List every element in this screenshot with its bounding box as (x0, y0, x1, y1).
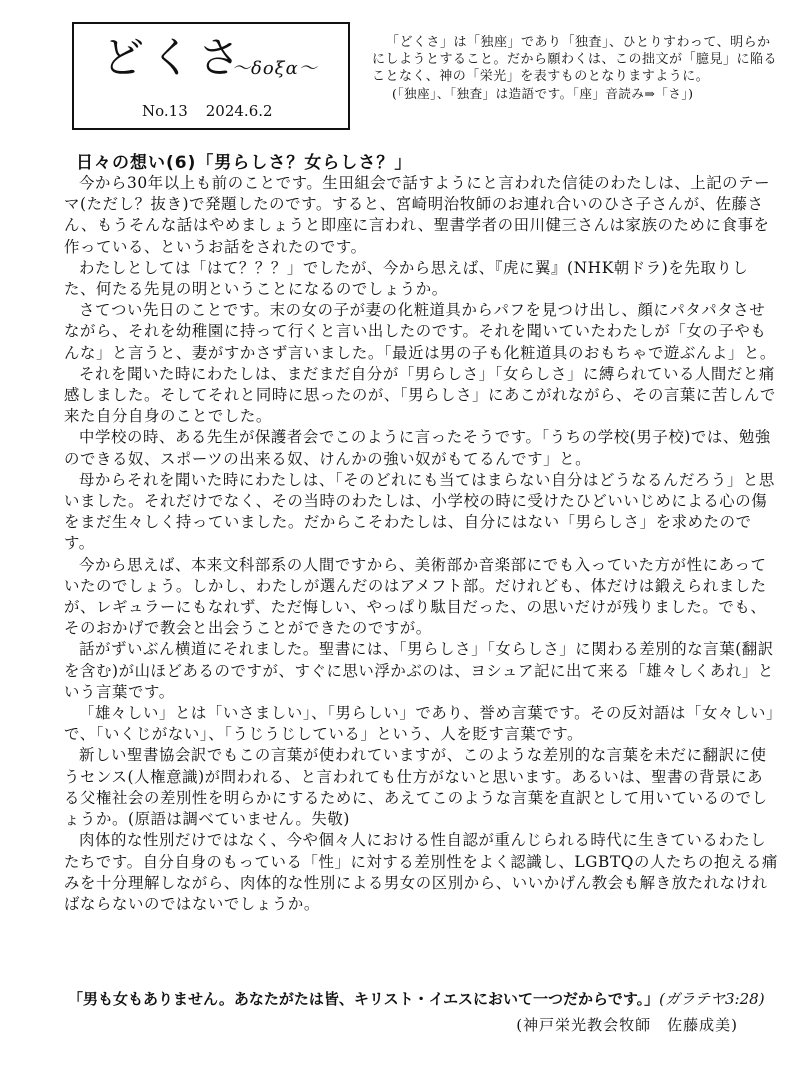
article-paragraph: さてつい先日のことです。末の女の子が妻の化粧道具からパフを見つけ出し、顔にパタパタさせながら、それを幼稚園に持って行くと言い出したのです。それを聞いていたわたしが「女の子やもんな」と言うと、妻がすかさず言いました。「最近は男の子も化粧道具のおもちゃで遊ぶんよ」と。 (64, 301, 776, 362)
issue-number: No.13 (142, 102, 188, 120)
bible-quote (68, 988, 765, 1009)
article-body (64, 173, 778, 915)
newsletter-title: どくさ (102, 33, 247, 82)
article-paragraph: わたしとしては「はて？？？」でしたが、今から思えば、『虎に翼』(NHK朝ドラ)を先取りした、何たる先見の明ということになるのでしょうか。 (64, 258, 749, 299)
quote-text: 「男も女もありません。あなたがたは皆、キリスト・イエスにおいて一つだからです。」 (68, 990, 660, 1008)
article-paragraph: それを聞いた時にわたしは、まだまだ自分が「男らしさ」「女らしさ」に縛られている人間だと痛感しました。そしてそれと同時に思ったのが、「男らしさ」にあこがれながら、その言葉に苦しんで来た自分自身のことでした。 (64, 364, 776, 426)
article-paragraph: 肉体的な性別だけではなく、今や個々人における性自認が重んじられる時代に生きているわたしたちです。自分自身のもっている「性」に対する差別性をよく認識し、LGBTQの人たちの抱える痛みを十分理解しながら、肉体的な性別による男女の区別から、いいかげん教会も解き放たれなければならないのではないでしょうか。 (64, 831, 778, 913)
article-paragraph: 「雄々しい」とは「いさましい」、「男らしい」であり、誉め言葉です。その反対語は「女々しい」で、「いくじがない」、「うじうじしている」という、人を貶す言葉です。 (64, 704, 775, 744)
article-paragraph: 新しい聖書協会訳でもこの言葉が使われていますが、このような差別的な言葉を未だに翻訳に使うセンス(人権意識)が問われる、と言われても仕方がないと思います。あるいは、聖書の背景にある父権社会の差別性を明らかにするために、あえてこのような言葉を直訳として用いているのでしょうか。(原語は調べていません。失敬) (64, 746, 768, 829)
intro-note: (「独座」、「独査」は造語です。「座」音読み⇒「さ」) (392, 86, 694, 101)
article-paragraph: 中学校の時、ある先生が保護者会でこのように言ったそうです。「うちの学校(男子校)では、勉強のできる奴、スポーツの出来る奴、けんかの強い奴がもてるんです」と。 (64, 428, 771, 468)
masthead-box (72, 22, 350, 130)
article-paragraph: 今から思えば、本来文科部系の人間ですから、美術部か音楽部にでも入っていた方が性にあっていたのでしょう。しかし、わたしが選んだのはアメフト部。だけれども、体だけは鍛えられましたが、レギュラーにもなれず、ただ悔しい、やっぱり駄目だった、の思いだけが残りました。でも、そのおかげで教会と出会うことができたのですが。 (64, 555, 767, 638)
quote-reference: (ガラテヤ3:28) (659, 990, 765, 1008)
issue-info (142, 102, 273, 120)
author-signature: (神戸栄光教会牧師 佐藤成美) (516, 1016, 738, 1034)
intro-paragraph: 「どくさ」は「独座」であり「独査」、ひとりすわって、明らかにしようとすること。だから願わくは、この拙文が「臆見」に陥ることなく、神の「栄光」を表すものとなりますように。 (372, 35, 778, 84)
newsletter-subtitle: 〜δοξα〜 (232, 58, 318, 79)
article-paragraph: 母からそれを聞いた時にわたしは、「そのどれにも当てはまらない自分はどうなるんだろう」と思いました。それだけでなく、その当時のわたしは、小学校の時に受けたひどいいじめによる心の傷をまだ生々しく持っていました。だからこそわたしは、自分にはない「男らしさ」を求めたのです。 (64, 470, 775, 553)
article-paragraph: 今から30年以上も前のことです。生田組会で話すようにと言われた信徒のわたしは、上記のテーマ(ただし？抜き)で発題したのです。すると、宮崎明治牧師のお連れ合いのひさ子さんが、佐藤さん、もうそんな話はやめましょうと即座に言われ、聖書学者の田川健三さんは家族のために食事を作っている、というお話をされたのです。 (64, 174, 771, 256)
issue-date: 2024.6.2 (205, 102, 273, 120)
intro-text-block (372, 34, 777, 102)
article-title: 日々の想い(6)「男らしさ？女らしさ？」 (76, 153, 413, 173)
article-paragraph: 話がずいぶん横道にそれました。聖書には、「男らしさ」「女らしさ」に関わる差別的な言葉(翻訳を含む)が山ほどあるのですが、すぐに思い浮かぶのは、ヨシュア記に出て来る「雄々しくあれ」という言葉です。 (64, 640, 774, 701)
